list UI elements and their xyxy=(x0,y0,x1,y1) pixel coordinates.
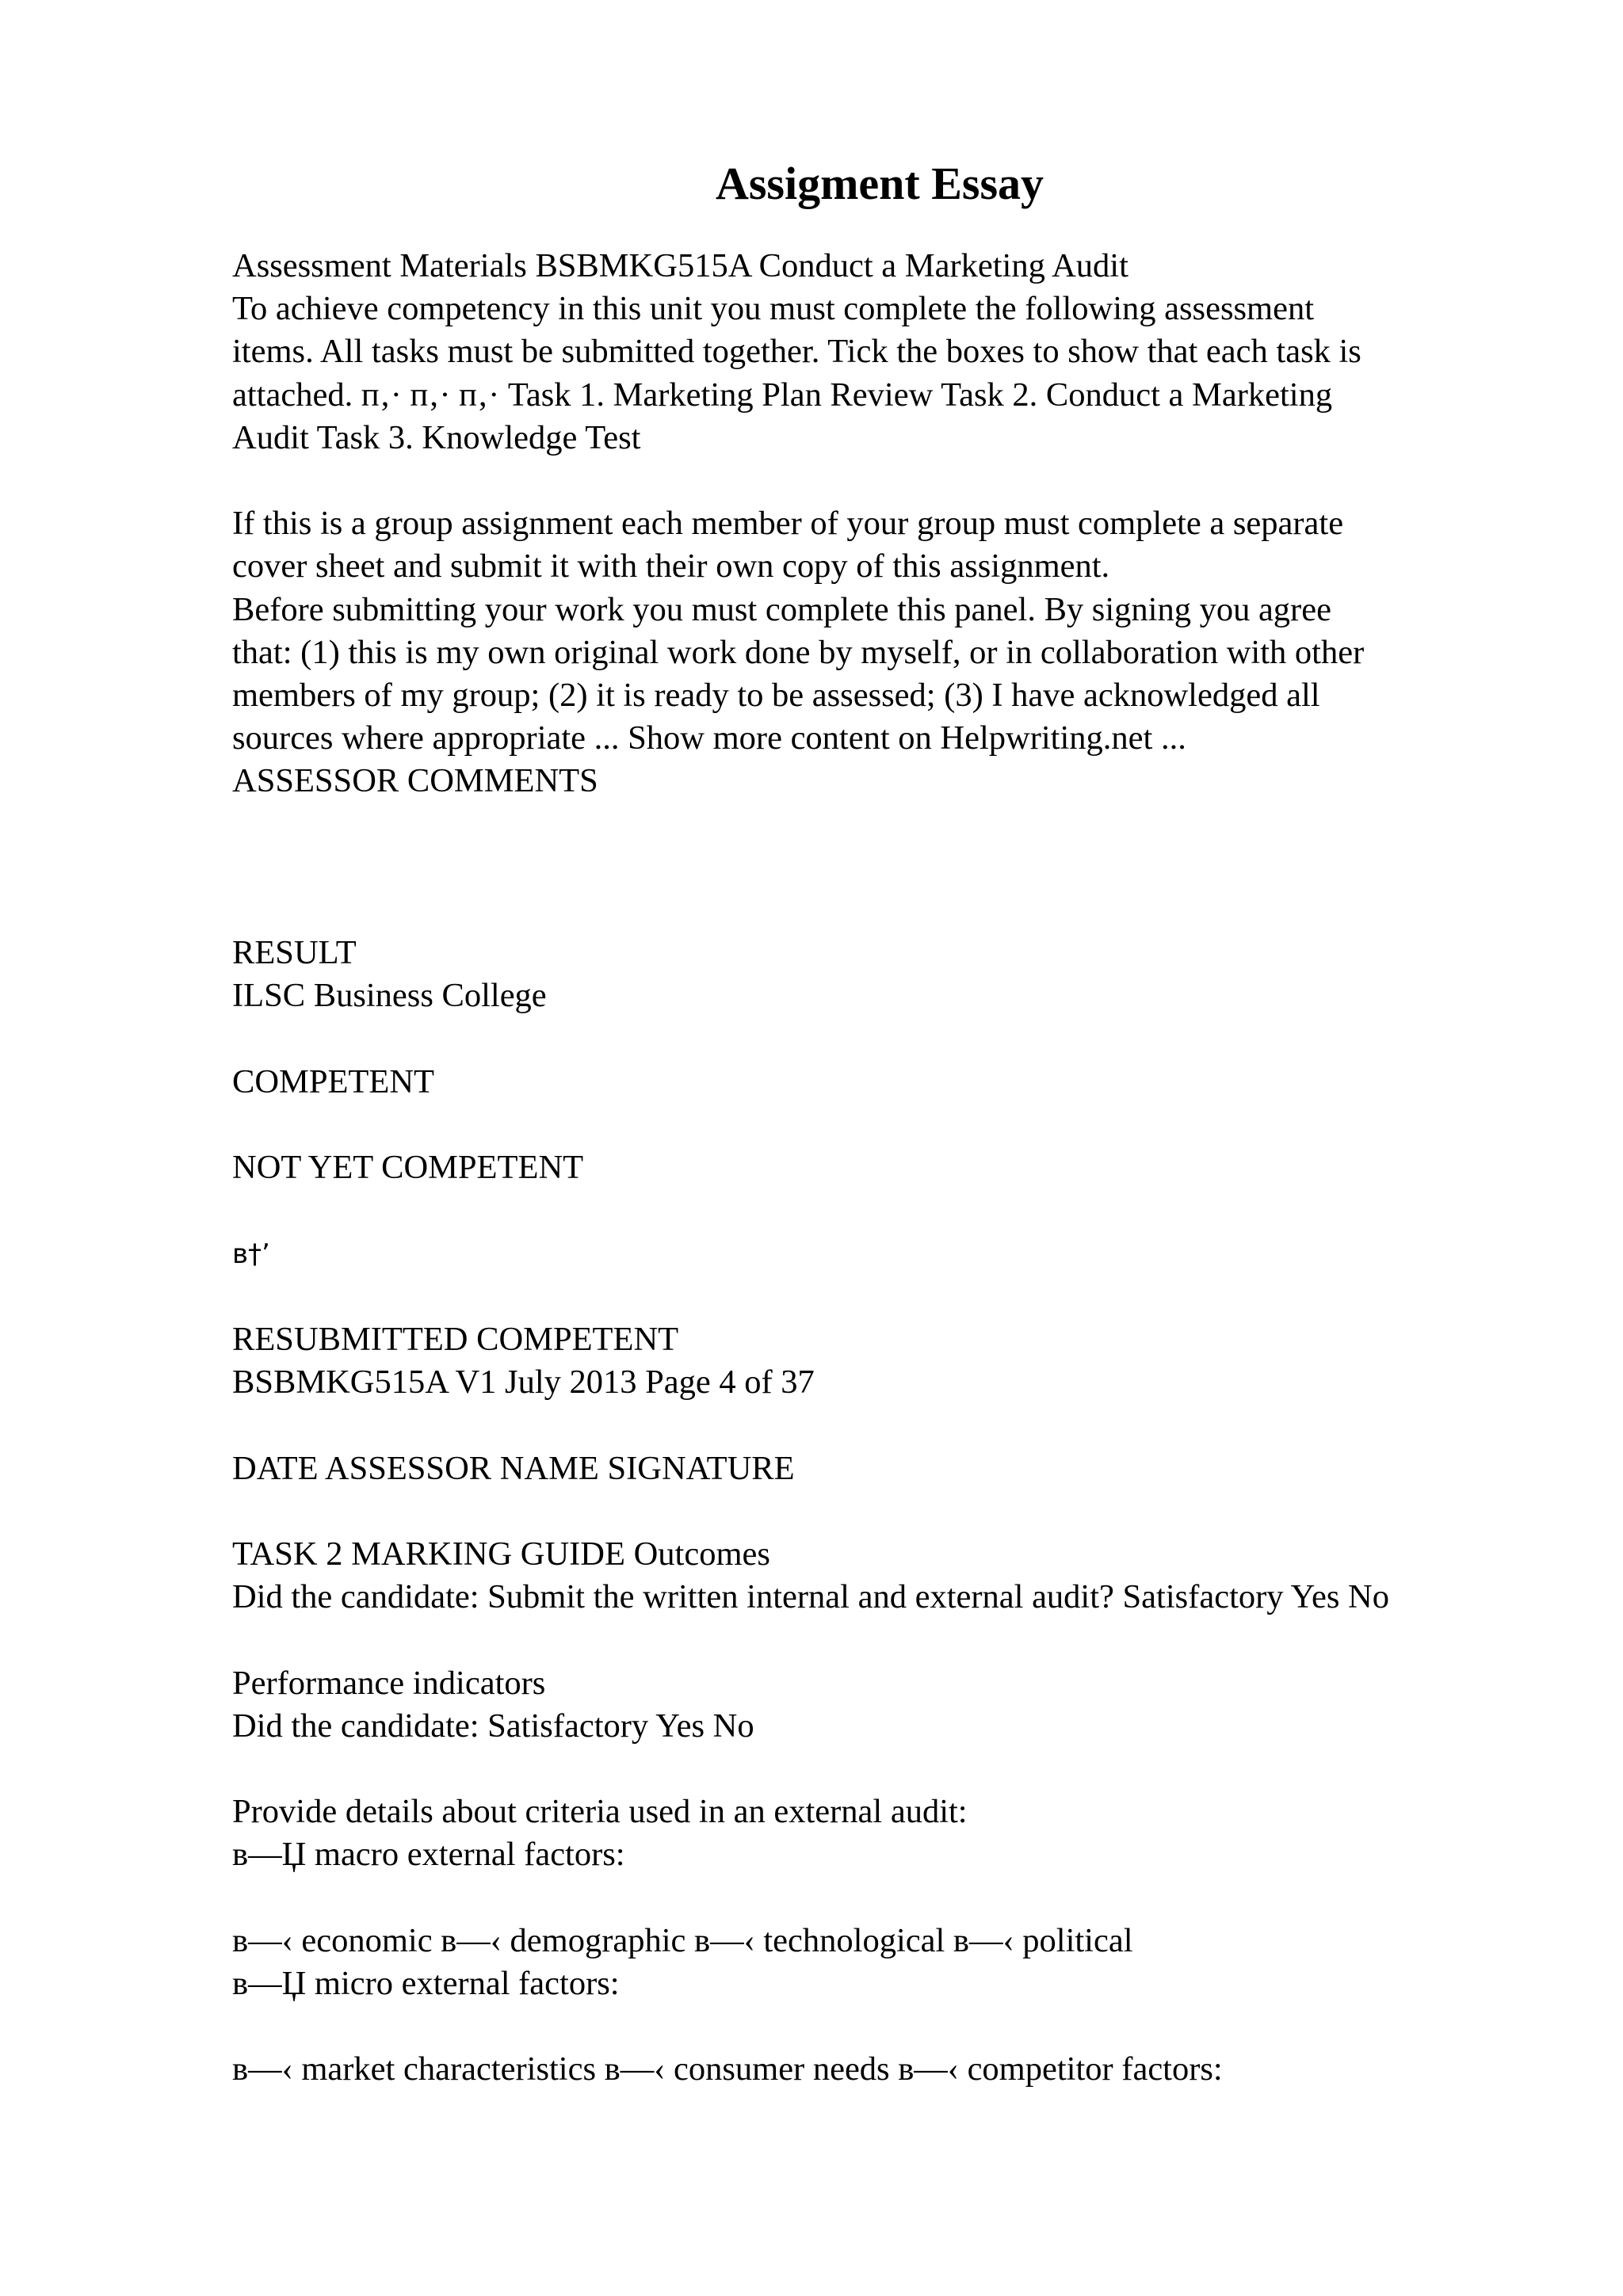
spacer xyxy=(232,1490,1532,1533)
bullet-item: в—Џ micro external factors: xyxy=(232,1964,620,2002)
text-line: Did the candidate: Submit the written internal and external audit? Satisfactory Yes No xyxy=(232,1578,1389,1616)
text-line: items. All tasks must be submitted together. Tick the boxes to show that each task is xyxy=(232,333,1361,371)
spacer xyxy=(232,2005,1532,2048)
text-line: sources where appropriate ... Show more content on Helpwriting.net ... xyxy=(232,719,1186,757)
spacer xyxy=(232,803,1532,933)
text-line: If this is a group assignment each member of your group must complete a separate xyxy=(232,505,1344,543)
section-heading: ASSESSOR COMMENTS xyxy=(232,762,598,800)
text-line: To achieve competency in this unit you must complete the following assessment xyxy=(232,290,1315,328)
text-line: Before submitting your work you must complete this panel. By signing you agree xyxy=(232,590,1331,628)
signature-fields: DATE ASSESSOR NAME SIGNATURE xyxy=(232,1449,795,1487)
spacer xyxy=(232,1018,1532,1061)
text-line: Provide details about criteria used in an external audit: xyxy=(232,1793,968,1831)
section-heading: RESULT xyxy=(232,934,357,972)
bullet-item: в—‹ economic в—‹ demographic в—‹ technological в—‹ political xyxy=(232,1921,1133,1959)
spacer xyxy=(232,1619,1532,1661)
page-title: Assigment Essay xyxy=(715,158,1044,209)
result-option: COMPETENT xyxy=(232,1062,434,1100)
spacer xyxy=(232,1404,1532,1447)
spacer xyxy=(232,1189,1532,1232)
spacer xyxy=(232,1276,1532,1318)
bullet-item: в—‹ market characteristics в—‹ consumer needs в—‹ competitor factors: xyxy=(232,2050,1223,2088)
result-option: NOT YET COMPETENT xyxy=(232,1149,584,1187)
spacer xyxy=(232,1748,1532,1791)
bullet-item: в—Џ macro external factors: xyxy=(232,1836,625,1874)
document-body xyxy=(232,245,1532,2092)
section-heading: TASK 2 MARKING GUIDE Outcomes xyxy=(232,1535,770,1573)
text-line: Assessment Materials BSBMKG515A Conduct a Marketing Audit xyxy=(232,247,1128,284)
result-option: RESUBMITTED COMPETENT xyxy=(232,1320,679,1358)
text-line: ILSC Business College xyxy=(232,977,547,1015)
section-heading: Performance indicators xyxy=(232,1664,546,1702)
text-line: members of my group; (2) it is ready to be assessed; (3) I have acknowledged all xyxy=(232,677,1320,715)
arrow-symbol: в†’ xyxy=(232,1238,270,1270)
text-line: attached. п‚· п‚· п‚· Task 1. Marketing Plan Review Task 2. Conduct a Marketing xyxy=(232,376,1333,414)
text-line: cover sheet and submit it with their own copy of this assignment. xyxy=(232,547,1110,585)
text-line: Did the candidate: Satisfactory Yes No xyxy=(232,1707,754,1745)
spacer xyxy=(232,1877,1532,1920)
spacer xyxy=(232,460,1532,502)
page-footer: BSBMKG515A V1 July 2013 Page 4 of 37 xyxy=(232,1363,815,1402)
spacer xyxy=(232,1104,1532,1146)
text-line: Audit Task 3. Knowledge Test xyxy=(232,418,641,456)
text-line: that: (1) this is my own original work done by myself, or in collaboration with other xyxy=(232,633,1365,671)
